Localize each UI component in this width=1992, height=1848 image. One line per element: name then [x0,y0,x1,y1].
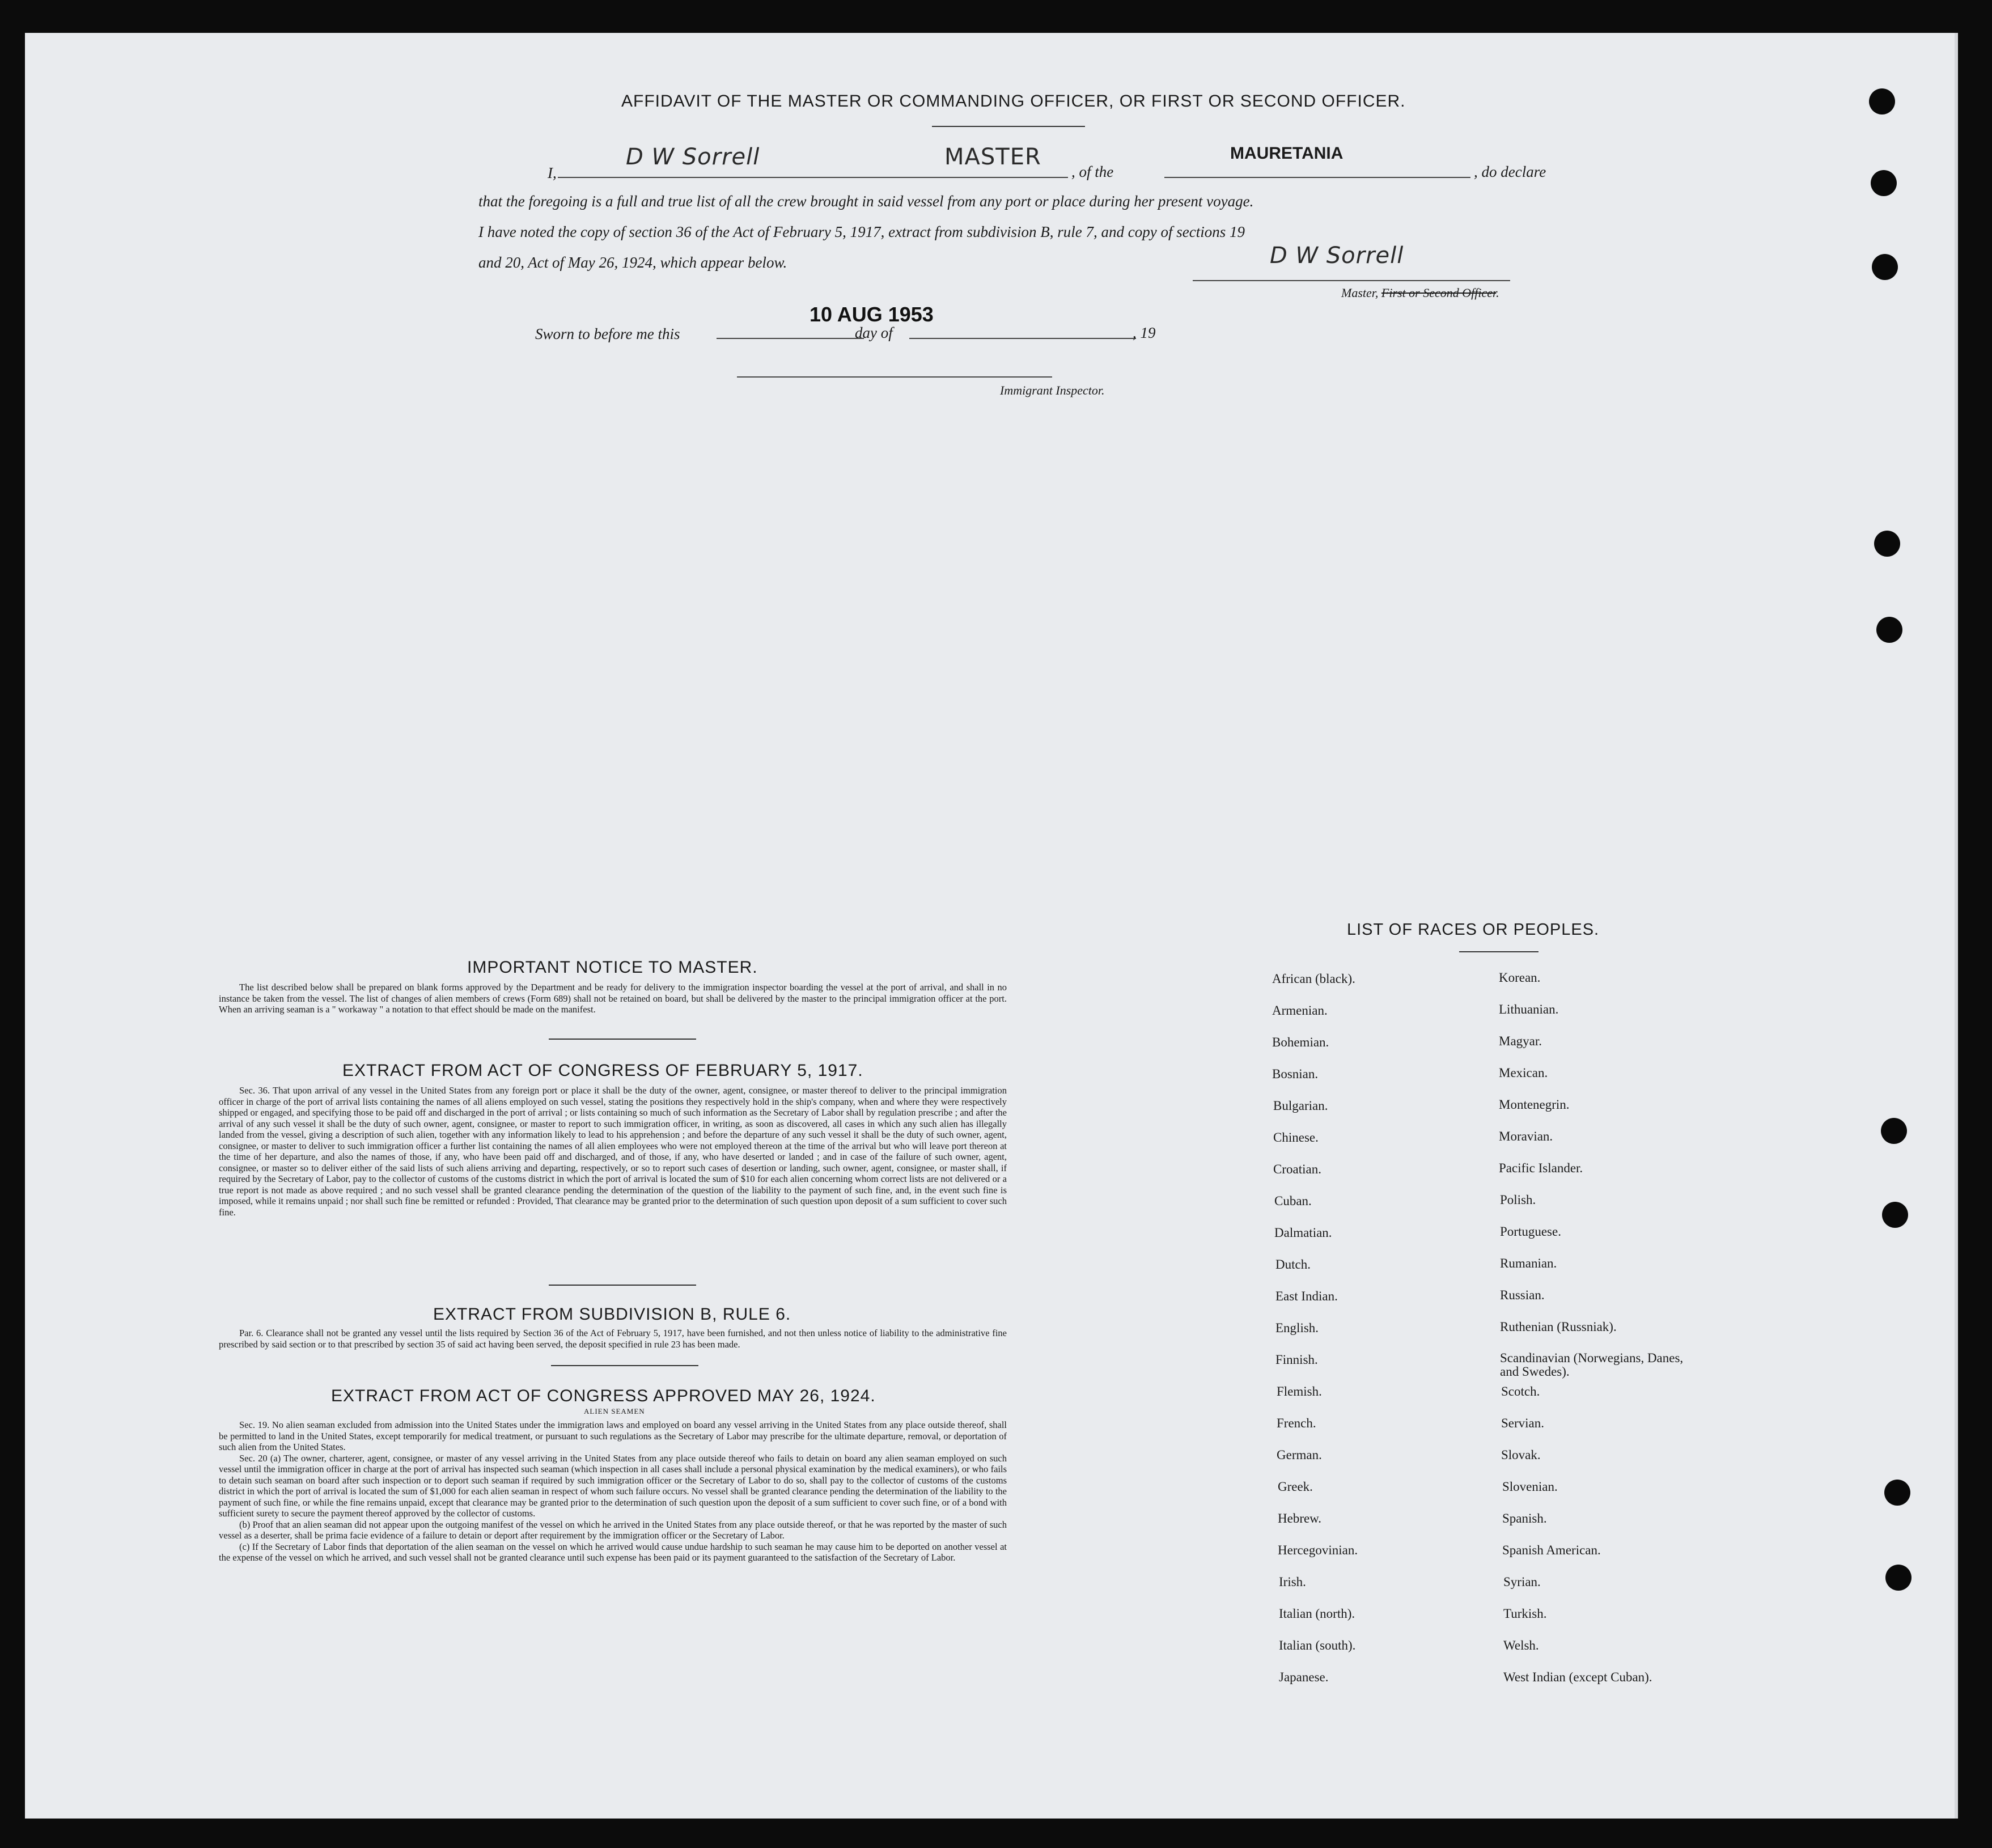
race-right-item: Lithuanian. [1499,1002,1559,1016]
punch-hole [1884,1480,1910,1506]
notice-divider [549,1039,696,1040]
master-name-signature: D W Sorrell [626,144,760,170]
signature-caption-suffix: . [1496,286,1499,300]
race-left-item: Dutch. [1275,1257,1311,1271]
race-right-item: Mexican. [1499,1066,1548,1080]
race-right-item: Slovenian. [1502,1480,1558,1494]
subdivision-b-title: EXTRACT FROM SUBDIVISION B, RULE 6. [433,1305,791,1324]
punch-hole [1885,1565,1912,1591]
extract-1924-title: EXTRACT FROM ACT OF CONGRESS APPROVED MAY 26, 1924. [331,1387,876,1405]
signature-caption [1341,286,1499,300]
race-left-item: Cuban. [1274,1194,1312,1208]
race-left-item: Hebrew. [1278,1511,1322,1525]
sworn-month-line [909,338,1136,339]
race-right-item: Russian. [1500,1288,1545,1302]
race-left-item: Chinese. [1273,1130,1319,1145]
race-right-item: Slovak. [1501,1448,1541,1462]
race-left-item: East Indian. [1275,1289,1338,1303]
punch-hole [1882,1202,1908,1228]
master-signature: D W Sorrell [1270,243,1404,269]
do-declare-label: , do declare [1474,163,1546,180]
race-left-item: Flemish. [1277,1384,1322,1398]
race-right-item: Rumanian. [1500,1256,1557,1270]
inspector-caption: Immigrant Inspector. [1000,383,1105,397]
race-right-item: Spanish. [1502,1511,1547,1525]
race-right-item: Servian. [1501,1416,1545,1430]
alien-seamen-subtitle: ALIEN SEAMEN [584,1407,645,1415]
extract-1924-sec19: Sec. 19. No alien seaman excluded from admission into the United States under the immigration laws and employed on board any vessel arriving in the United States from any place outside thereof, shall be permitted to land in the United States, except temporarily for medical treatment, or pursuant to such regulations as the Secretary of Labor may prescribe for the ultimate departure, removal, or deportation of such alien from the United States. [219,1419,1007,1452]
race-left-item: Finnish. [1275,1353,1318,1367]
affidavit-body-line2: I have noted the copy of section 36 of the Act of February 5, 1917, extract from subdivision B, rule 7, and copy of sections 19 [478,223,1245,240]
race-right-item: Ruthenian (Russniak). [1500,1320,1617,1334]
notice-text [219,982,1007,1015]
race-left-item: Italian (north). [1279,1607,1355,1621]
extract-1924-sec20c: (c) If the Secretary of Labor finds that deportation of the alien seaman on the vessel on which he arrived would cause undue hardship to such seaman he may cause him to be deported on another vessel at the expense of the vessel on which he arrived, and such vessel shall not be granted clearance until such expense has been paid or its payment guaranteed to the satisfaction of the Secretary of Labor. [219,1541,1007,1563]
race-right-item: Turkish. [1503,1607,1547,1621]
extract-1917-divider [549,1285,696,1286]
notice-title: IMPORTANT NOTICE TO MASTER. [467,958,758,977]
affidavit-body-line3: and 20, Act of May 26, 1924, which appear below. [478,254,787,271]
extract-1924-sec20b: (b) Proof that an alien seaman did not appear upon the outgoing manifest of the vessel on which he arrived in the United States from any place outside thereof, or that he was reported by the master of such vessel as a deserter, shall be prima facie evidence of a failure to detain or deport after requirement by the immigration officer or the Secretary of Labor. [219,1519,1007,1541]
name-line [558,177,1068,178]
extract-1917-title: EXTRACT FROM ACT OF CONGRESS OF FEBRUARY 5, 1917. [342,1061,863,1080]
race-left-item: French. [1277,1416,1316,1430]
race-left-item: Croatian. [1273,1162,1321,1176]
race-right-item: Korean. [1499,970,1541,985]
race-right-item: Portuguese. [1500,1224,1561,1239]
subdivision-b-paragraph: Par. 6. Clearance shall not be granted any vessel until the lists required by Section 36 of the Act of February 5, 1917, have been furnished, and not then unless notice of liability to the administrative fine prescribed by said section or to that prescribed by section 35 of said act having been served, the deposit specified in rule 23 has been made. [219,1328,1007,1350]
races-title: LIST OF RACES OR PEOPLES. [1347,921,1600,939]
race-right-item: West Indian (except Cuban). [1503,1670,1652,1684]
day-of-label: day of [855,324,893,341]
i-label: I, [548,164,557,181]
race-right-item: Moravian. [1499,1129,1553,1143]
year-prefix: , 19 [1133,324,1156,341]
date-stamp: 10 AUG 1953 [809,303,934,326]
race-left-item: Bulgarian. [1273,1099,1328,1113]
extract-1924-sec20a: Sec. 20 (a) The owner, charterer, agent, consignee, or master of any vessel arriving in the United States from any place outside thereof who fails to detain on board any alien seaman employed on such vessel until the immigration officer in charge at the port of arrival has inspected such seaman (which inspection in all cases shall include a personal physical examination by the medical examiners), or who fails to detain such seaman on board after such inspection or to deport such seaman if required by such immigration officer or the Secretary of Labor to do so, shall pay to the collector of customs of the customs district in which the port of arrival is located the sum of $1,000 for each alien seaman in respect of whom such failure occurs. No vessel shall be granted clearance pending the determination of the liability to the payment of such fine, or while the fine remains unpaid, except that clearance may be granted prior to the determination of such question upon the deposit of a sum sufficient to cover such fine, or of a bond with sufficient surety to secure the payment thereof approved by the collector of customs. [219,1452,1007,1519]
race-left-item: African (black). [1272,972,1355,986]
affidavit-title: AFFIDAVIT OF THE MASTER OR COMMANDING OFFICER, OR FIRST OR SECOND OFFICER. [621,92,1406,111]
race-right-item: Syrian. [1503,1575,1541,1589]
race-right-item: Scandinavian (Norwegians, Danes, and Swedes). [1500,1351,1684,1379]
punch-hole [1876,617,1902,643]
signature-caption-prefix: Master, [1341,286,1381,300]
subdivision-b-divider [551,1365,698,1366]
race-left-item: Italian (south). [1279,1638,1356,1652]
race-left-item: German. [1277,1448,1322,1462]
vessel-name: MAURETANIA [1230,144,1343,163]
extract-1924-text [219,1419,1007,1563]
document-sheet [25,33,1958,1819]
punch-hole [1881,1118,1907,1144]
race-right-item: Polish. [1500,1193,1536,1207]
race-left-item: Hercegovinian. [1278,1543,1358,1557]
race-left-item: Bosnian. [1272,1067,1319,1081]
signature-caption-struck: First or Second Officer [1381,286,1497,300]
rank-handwritten: MASTER [944,144,1041,170]
notice-paragraph: The list described below shall be prepared on blank forms approved by the Department and be ready for delivery to the immigration inspector boarding the vessel at the port of arrival, and shall in no instance be taken from the vessel. The list of changes of alien members of crews (Form 689) shall not be retained on board, but shall be delivered by the master to the principal immigration officer at the port. When an arriving seaman is a " workaway " a notation to that effect should be made on the manifest. [219,982,1007,1015]
race-right-item: Scotch. [1501,1384,1540,1398]
punch-hole [1871,170,1897,196]
race-left-item: Armenian. [1272,1003,1328,1018]
of-the-label: , of the [1071,163,1114,180]
race-left-item: Greek. [1278,1480,1313,1494]
signature-line [1193,280,1510,281]
race-left-item: Irish. [1279,1575,1306,1589]
race-right-item: Spanish American. [1502,1543,1601,1557]
race-left-item: English. [1275,1321,1319,1335]
affidavit-body-line1: that the foregoing is a full and true list of all the crew brought in said vessel from any port or place during her present voyage. [478,193,1254,210]
punch-hole [1872,254,1898,280]
race-right-item: Magyar. [1499,1034,1542,1048]
subdivision-b-text [219,1328,1007,1350]
race-right-item: Welsh. [1503,1638,1539,1652]
race-left-item: Japanese. [1279,1670,1329,1684]
punch-hole [1874,531,1900,557]
vessel-line [1164,177,1470,178]
race-right-item: Montenegrin. [1499,1097,1570,1112]
extract-1917-text [219,1085,1007,1218]
race-left-item: Bohemian. [1272,1035,1329,1049]
sworn-day-line [717,338,864,339]
punch-hole [1869,88,1895,115]
extract-1917-paragraph: Sec. 36. That upon arrival of any vessel in the United States from any foreign port or place it shall be the duty of the owner, agent, consignee, or master thereof to deliver to the principal immigration officer in charge of the port of arrival lists containing the names of all aliens employed on such vessel, stating the positions they respectively hold in the ship's company, when and where they were respectively shipped or engaged, and specifying those to be paid off and discharged in the port of arrival ; or lists containing so much of such information as the Secretary of Labor shall by regulation prescribe ; and after the arrival of any such vessel it shall be the duty of such owner, agent, consignee, or master to report to such immigration officer, in writing, as soon as discovered, all cases in which any such alien has illegally landed from the vessel, giving a description of such alien, together with any information likely to lead to his apprehension ; and before the departure of any such vessel it shall be the duty of such owner, agent, consignee, or master to deliver to such immigration officer a further list containing the names of all alien employees who were not employed thereon at the time of the arrival but who will leave port thereon at the time of her departure, and also the names of those, if any, who have been paid off and discharged, and of those, if any, who have deserted or landed ; and in case of the failure of such owner, agent, consignee, or master so to deliver either of the said lists of such aliens arriving and departing, respectively, or so to report such cases of desertion or landing, such owner, agent, consignee, or master shall, if required by the Secretary of Labor, pay to the collector of customs of the customs district in which the port of arrival is located the sum of $10 for each alien concerning whom correct lists are not delivered or a true report is not made as above required ; and no such vessel shall be granted clearance pending the determination of the question of the liability to the payment of such fine, and, in the event such fine is imposed, while it remains unpaid ; nor shall such fine be remitted or refunded : Provided, That clearance may be granted prior to the determination of such question upon deposit of a sum sufficient to cover such fine. [219,1085,1007,1218]
inspector-line [737,376,1052,378]
race-left-item: Dalmatian. [1274,1226,1332,1240]
races-underline [1459,951,1538,952]
race-right-item: Pacific Islander. [1499,1161,1583,1175]
title-underline [932,126,1085,127]
sworn-label: Sworn to before me this [535,325,680,342]
